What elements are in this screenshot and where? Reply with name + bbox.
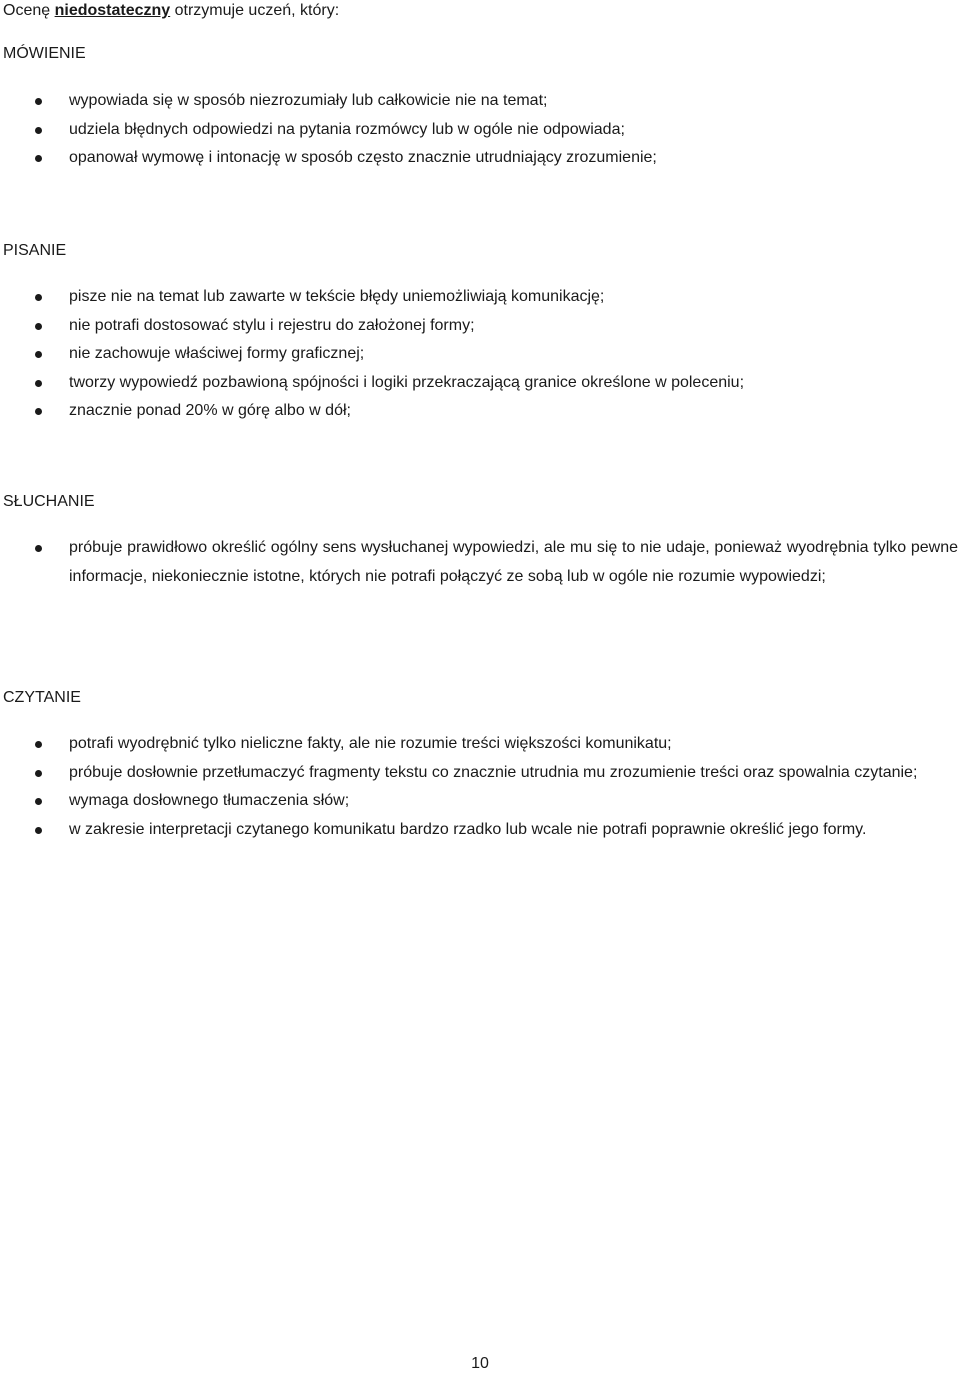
list-item xyxy=(0,397,960,426)
bullet-icon xyxy=(35,98,42,105)
list-item-text: udziela błędnych odpowiedzi na pytania rozmówcy lub w ogóle nie odpowiada; xyxy=(69,120,625,138)
list-item xyxy=(0,759,960,788)
intro-line xyxy=(3,0,339,22)
page-number: 10 xyxy=(471,1355,489,1372)
list-item xyxy=(0,340,960,369)
list-item xyxy=(0,116,960,145)
listening-criteria-list xyxy=(0,534,960,591)
bullet-icon xyxy=(35,294,42,301)
list-item xyxy=(0,730,960,759)
list-item-text: opanował wymowę i intonację w sposób często znacznie utrudniający zrozumienie; xyxy=(69,149,657,166)
intro-prefix: Ocenę xyxy=(3,2,55,19)
list-item xyxy=(0,369,960,398)
bullet-icon xyxy=(35,127,42,134)
list-item-text: próbuje dosłownie przetłumaczyć fragmenty tekstu co znacznie utrudnia mu zrozumienie treści oraz spowalnia czytanie; xyxy=(69,763,918,781)
intro-suffix: otrzymuje uczeń, który: xyxy=(170,2,340,19)
bullet-icon xyxy=(35,798,42,805)
bullet-icon xyxy=(35,380,42,387)
list-item xyxy=(0,87,960,116)
list-item xyxy=(0,144,960,173)
bullet-icon xyxy=(35,827,42,834)
list-item xyxy=(0,816,960,845)
bullet-icon xyxy=(35,545,42,552)
list-item-text: wymaga dosłownego tłumaczenia słów; xyxy=(69,792,350,809)
list-item-text: potrafi wyodrębnić tylko nieliczne fakty, ale nie rozumie treści większości komunikatu; xyxy=(69,735,672,752)
bullet-icon xyxy=(35,155,42,162)
reading-criteria-list xyxy=(0,730,960,844)
list-item-text: tworzy wypowiedź pozbawioną spójności i logiki przekraczającą granice określone w poleceniu; xyxy=(69,373,745,391)
bullet-icon xyxy=(35,741,42,748)
section-heading-listening: SŁUCHANIE xyxy=(3,493,95,510)
grade-name: niedostateczny xyxy=(54,2,171,19)
section-heading-speaking: MÓWIENIE xyxy=(3,45,86,62)
list-item-text: nie potrafi dostosować stylu i rejestru do założonej formy; xyxy=(69,316,475,334)
bullet-icon xyxy=(35,770,42,777)
speaking-criteria-list xyxy=(0,87,960,173)
bullet-icon xyxy=(35,351,42,358)
list-item-text: znacznie ponad 20% w górę albo w dół; xyxy=(69,402,351,419)
bullet-icon xyxy=(35,323,42,330)
list-item-text: wypowiada się w sposób niezrozumiały lub całkowicie nie na temat; xyxy=(69,92,548,109)
list-item-text: pisze nie na temat lub zawarte w tekście błędy uniemożliwiają komunikację; xyxy=(69,288,605,305)
section-heading-writing: PISANIE xyxy=(3,242,67,259)
list-item-text: w zakresie interpretacji czytanego komunikatu bardzo rzadko lub wcale nie potrafi poprawnie określić jego formy. xyxy=(69,820,867,838)
list-item-text: nie zachowuje właściwej formy graficznej; xyxy=(69,345,365,362)
list-item xyxy=(0,534,960,591)
list-item-text: próbuje prawidłowo określić ogólny sens wysłuchanej wypowiedzi, ale mu się to nie udaje, ponieważ wyodrębnia tylko pewne informacje, niekoniecznie istotne, których nie potrafi połączyć ze sobą lub w ogóle nie rozumie wypowiedzi; xyxy=(69,539,958,585)
bullet-icon xyxy=(35,408,42,415)
writing-criteria-list xyxy=(0,283,960,426)
list-item xyxy=(0,283,960,312)
list-item xyxy=(0,312,960,341)
section-heading-reading: CZYTANIE xyxy=(3,689,81,706)
list-item xyxy=(0,787,960,816)
